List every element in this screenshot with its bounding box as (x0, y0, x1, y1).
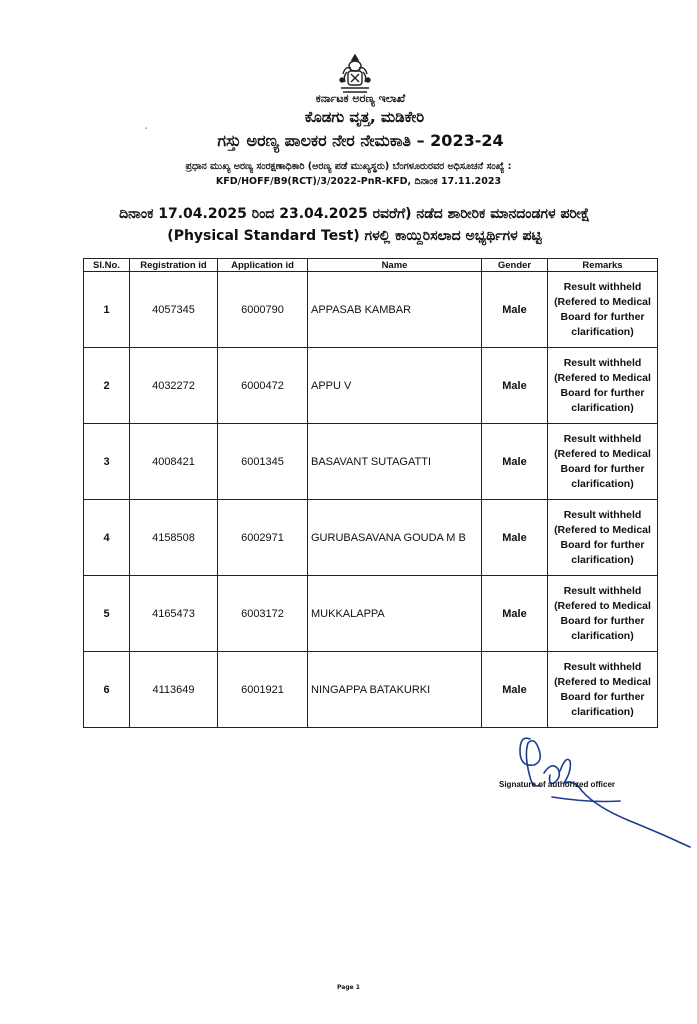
cell-remarks (548, 652, 658, 728)
cell-remarks (548, 424, 658, 500)
column-header-registration-id: Registration id (130, 259, 218, 272)
cell-registration-id: 4113649 (130, 652, 218, 728)
cell-application-id: 6001345 (218, 424, 308, 500)
remark-line: Result withheld (563, 508, 642, 521)
remark-line: (Refered to Medical (554, 599, 651, 612)
remark-line: clarification) (571, 477, 634, 490)
remark-line: clarification) (571, 325, 634, 338)
remark-line: Board for further (560, 462, 645, 475)
remark-line: clarification) (571, 401, 634, 414)
cell-registration-id: 4008421 (130, 424, 218, 500)
remark-line: Result withheld (563, 584, 642, 597)
cell-gender: Male (482, 576, 548, 652)
cell-application-id: 6000790 (218, 272, 308, 348)
remark-line: (Refered to Medical (554, 523, 651, 536)
remark-line: Board for further (560, 690, 645, 703)
cell-sl-no: 1 (84, 272, 130, 348)
remark-line: Board for further (560, 386, 645, 399)
cell-gender: Male (482, 348, 548, 424)
remark-line: Result withheld (563, 280, 642, 293)
remark-line: Result withheld (563, 432, 642, 445)
column-header-name: Name (308, 259, 482, 272)
remark-line: clarification) (571, 553, 634, 566)
cell-name: APPU V (308, 348, 482, 424)
cell-name: APPASAB KAMBAR (308, 272, 482, 348)
department-name: ಕರ್ನಾಟಕ ಅರಣ್ಯ ಇಲಾಖೆ (315, 92, 406, 105)
cell-remarks (548, 348, 658, 424)
cell-application-id: 6002971 (218, 500, 308, 576)
remark-line: Board for further (560, 310, 645, 323)
notification-line-2: KFD/HOFF/B9(RCT)/3/2022-PnR-KFD, ದಿನಾಂಕ 17.11.2023 (215, 176, 502, 187)
column-header-gender: Gender (482, 259, 548, 272)
candidate-table (83, 258, 658, 728)
table-row (84, 500, 658, 576)
cell-remarks (548, 272, 658, 348)
column-header-remarks: Remarks (548, 259, 658, 272)
page-number: Page 1 (337, 984, 360, 991)
column-header-application-id: Application id (218, 259, 308, 272)
stray-mark: ᐧ (144, 122, 149, 137)
cell-application-id: 6001921 (218, 652, 308, 728)
cell-registration-id: 4165473 (130, 576, 218, 652)
cell-sl-no: 4 (84, 500, 130, 576)
table-header-row (84, 259, 658, 272)
table-row (84, 272, 658, 348)
table-row (84, 424, 658, 500)
cell-application-id: 6000472 (218, 348, 308, 424)
cell-sl-no: 2 (84, 348, 130, 424)
remark-line: Board for further (560, 614, 645, 627)
list-subtitle-line-2: (Physical Standard Test) ಗಳಲ್ಲಿ ಕಾಯ್ದಿರಿಸಲಾದ ಅಭ್ಯರ್ಥಿಗಳ ಪಟ್ಟಿ (167, 228, 542, 244)
recruitment-title: ಗಸ್ತು ಅರಣ್ಯ ಪಾಲಕರ ನೇರ ನೇಮಕಾತಿ – 2023-24 (217, 131, 504, 150)
signature-ink (520, 738, 690, 847)
list-subtitle-line-1: ದಿನಾಂಕ 17.04.2025 ರಿಂದ 23.04.2025 ರವರೆಗೆ) ನಡೆದ ಶಾರೀರಿಕ ಮಾನದಂಡಗಳ ಪರೀಕ್ಷೆ (119, 206, 590, 222)
table-row (84, 652, 658, 728)
cell-name: NINGAPPA BATAKURKI (308, 652, 482, 728)
remark-line: clarification) (571, 705, 634, 718)
cell-sl-no: 3 (84, 424, 130, 500)
cell-registration-id: 4032272 (130, 348, 218, 424)
remark-line: (Refered to Medical (554, 371, 651, 384)
cell-sl-no: 6 (84, 652, 130, 728)
table-row (84, 348, 658, 424)
cell-gender: Male (482, 500, 548, 576)
cell-gender: Male (482, 272, 548, 348)
remark-line: Result withheld (563, 356, 642, 369)
cell-registration-id: 4057345 (130, 272, 218, 348)
cell-registration-id: 4158508 (130, 500, 218, 576)
remark-line: Result withheld (563, 660, 642, 673)
cell-name: MUKKALAPPA (308, 576, 482, 652)
cell-remarks (548, 500, 658, 576)
remark-line: Board for further (560, 538, 645, 551)
remark-line: (Refered to Medical (554, 447, 651, 460)
signature-label: Signature of authorized officer (499, 780, 616, 789)
notification-line-1: ಪ್ರಧಾನ ಮುಖ್ಯ ಅರಣ್ಯ ಸಂರಕ್ಷಣಾಧಿಕಾರಿ (ಅರಣ್ಯ ಪಡೆ ಮುಖ್ಯಸ್ಥರು) ಬೆಂಗಳೂರುರವರ ಅಧಿಸೂಚನೆ ಸಂಖ್ಯೆ : (185, 161, 512, 172)
cell-sl-no: 5 (84, 576, 130, 652)
cell-application-id: 6003172 (218, 576, 308, 652)
remark-line: clarification) (571, 629, 634, 642)
cell-remarks (548, 576, 658, 652)
cell-name: GURUBASAVANA GOUDA M B (308, 500, 482, 576)
column-header-sl-no: Sl.No. (84, 259, 130, 272)
cell-name: BASAVANT SUTAGATTI (308, 424, 482, 500)
circle-name: ಕೊಡಗು ವೃತ್ತ, ಮಡಿಕೇರಿ (304, 108, 425, 126)
cell-gender: Male (482, 652, 548, 728)
karnataka-emblem-icon (333, 52, 377, 96)
cell-gender: Male (482, 424, 548, 500)
remark-line: (Refered to Medical (554, 295, 651, 308)
table-row (84, 576, 658, 652)
remark-line: (Refered to Medical (554, 675, 651, 688)
